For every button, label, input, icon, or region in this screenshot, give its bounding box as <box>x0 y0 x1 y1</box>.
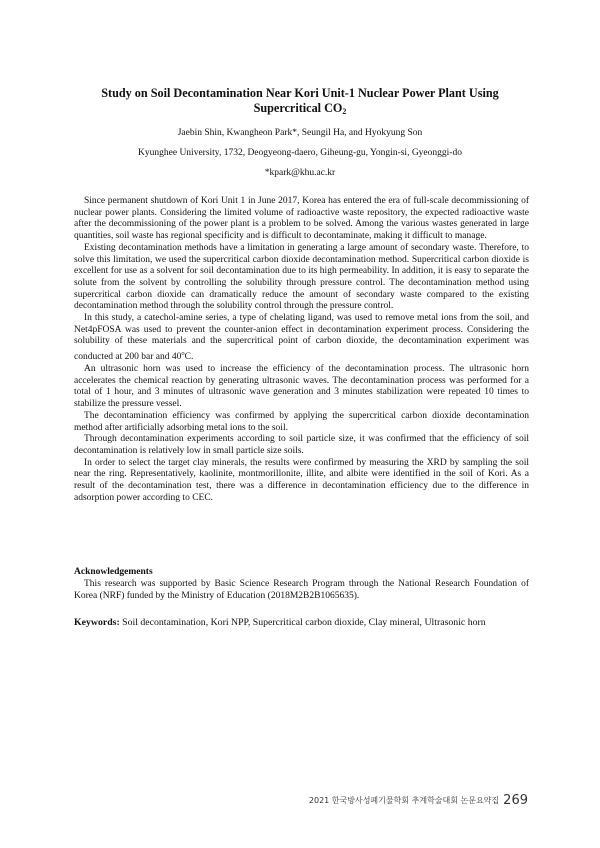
title-line-1: Study on Soil Decontamination Near Kori Unit-1 Nuclear Power Plant Using <box>101 86 499 100</box>
author-list: Jaebin Shin, Kwangheon Park*, Seungil Ha, and Hyokyung Son <box>177 128 423 138</box>
abstract-body <box>74 196 529 504</box>
paragraph-3-text: In this study, a catechol-amine series, a type of chelating ligand, was used to remove metal ions from the soil, and Net4pFOSA was used to prevent the counter-anion effect in decontamination experiment process. Considering the solubility of these materials and the supercritical point of carbon dioxide, the decontamination experiment was conducted at 200 bar and 40 <box>74 313 529 363</box>
page-footer <box>309 790 528 809</box>
paragraph-3 <box>74 313 529 364</box>
acknowledgements-text: This research was supported by Basic Science Research Program through the National Research Foundation of Korea (NRF) funded by the Ministry of Education (2018M2B2B1065635). <box>74 579 529 601</box>
paper-title <box>70 86 530 116</box>
corresponding-email: *kpark@khu.ac.kr <box>264 168 336 178</box>
paragraph-5: The decontamination efficiency was confirmed by applying the supercritical carbon dioxide decontamination method after artificially adsorbing metal ions to the soil. <box>74 410 529 433</box>
paragraph-6: Through decontamination experiments according to soil particle size, it was confirmed that the efficiency of soil decontamination is relatively low in small particle size soils. <box>74 434 529 456</box>
title-line-2: Supercritical CO <box>253 101 343 115</box>
paragraph-7: In order to select the target clay minerals, the results were confirmed by measuring the XRD by sampling the soil near the ring. Representatively, kaolinite, montmorillonite, illite, and albite were identified in the soil of Kori. As a result of the decontamination test, there was a difference in decontamination efficiency due to the difference in adsorption power according to CEC. <box>74 457 529 503</box>
keywords-label: Keywords: <box>74 617 120 628</box>
temperature-unit: C. <box>184 352 194 363</box>
keywords-text: Soil decontamination, Kori NPP, Supercritical carbon dioxide, Clay mineral, Ultrasonic horn <box>122 617 486 628</box>
title-subscript: 2 <box>342 107 347 116</box>
page-number: 269 <box>503 793 528 808</box>
acknowledgements-heading: Acknowledgements <box>74 567 153 577</box>
footer-text: 2021 한국방사성폐기물학회 추계학술대회 논문요약집 <box>308 796 500 805</box>
paragraph-1: Since permanent shutdown of Kori Unit 1 in June 2017, Korea has entered the era of full-scale decommissioning of nuclear power plants. Considering the limited volume of radioactive waste repository, the expected radioactive waste after the decommissioning of the power plant is a problem to be solved. Among the various wastes generated in large quantities, soil waste has regional specificity and is difficult to decontaminate, making it difficult to manage. <box>74 196 529 242</box>
keywords <box>74 617 529 629</box>
paragraph-2: Existing decontamination methods have a limitation in generating a large amount of secondary waste. Therefore, to solve this limitation, we used the supercritical carbon dioxide decontamination method. Supercritical carbon dioxide is excellent for use as a solvent for soil decontamination due to its high permeability. In addition, it is easy to separate the solute from the solvent by controlling the solubility through pressure control. The decontamination method using supercritical carbon dioxide can dramatically reduce the amount of secondary waste compared to the existing decontamination method through the solubility control through the pressure control. <box>74 242 529 312</box>
paragraph-4: An ultrasonic horn was used to increase the efficiency of the decontamination process. The ultrasonic horn accelerates the chemical reaction by generating ultrasonic waves. The decontamination process was performed for a total of 1 hour, and 3 minutes of ultrasonic wave generation and 3 minutes stabilization were repeated 10 times to stabilize the pressure vessel. <box>74 364 529 410</box>
degree-symbol: o <box>181 350 185 358</box>
affiliation: Kyunghee University, 1732, Deogyeong-daero, Giheung-gu, Yongin-si, Gyeonggi-do <box>138 148 462 158</box>
